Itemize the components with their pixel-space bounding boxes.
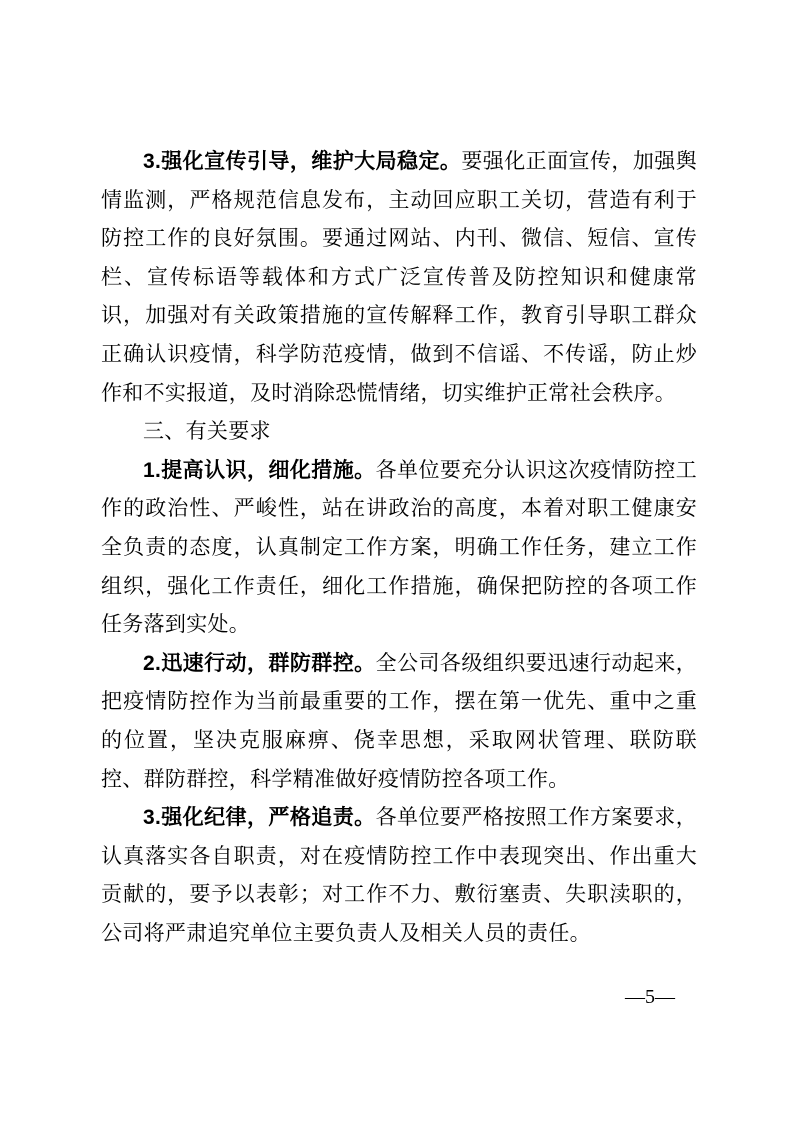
page-number: —5— — [625, 986, 675, 1008]
document-body — [101, 143, 697, 953]
paragraph-lead: 3.强化宣传引导，维护大局稳定。 — [143, 150, 462, 173]
paragraph-lead: 2.迅速行动，群防群控。 — [143, 651, 376, 675]
paragraph-lead: 1.提高认识，细化措施。 — [143, 458, 376, 482]
paragraph-raise-awareness — [101, 452, 697, 645]
section-heading-requirements — [101, 413, 697, 452]
paragraph-text: 全公司各级组织要迅速行动起来，把疫情防控作为当前最重要的工作，摆在第一优先、重中之重的位置，坚决克服麻痹、侥幸思想，采取网状管理、联防联控、群防群控，科学精准做好疫情防控各项工作。 — [101, 651, 697, 791]
paragraph-text: 各单位要严格按照工作方案要求，认真落实各自职责，对在疫情防控工作中表现突出、作出重大贡献的，要予以表彰；对工作不力、敷衍塞责、失职渎职的，公司将严肃追究单位主要负责人及相关人员的责任。 — [101, 806, 697, 945]
paragraph-lead: 3.强化纪律，严格追责。 — [143, 806, 376, 830]
paragraph-text: 各单位要充分认识这次疫情防控工作的政治性、严峻性，站在讲政治的高度，本着对职工健康安全负责的态度，认真制定工作方案，明确工作任务，建立工作组织，强化工作责任，细化工作措施，确保把防控的各项工作任务落到实处。 — [101, 458, 697, 637]
paragraph-text: 三、有关要求 — [143, 420, 271, 444]
paragraph-text: 要强化正面宣传，加强舆情监测，严格规范信息发布，主动回应职工关切，营造有利于防控工作的良好氛围。要通过网站、内刊、微信、短信、宣传栏、宣传标语等载体和方式广泛宣传普及防控知识和健康常识，加强对有关政策措施的宣传解释工作，教育引导职工群众正确认识疫情，科学防范疫情，做到不信谣、不传谣，防止炒作和不实报道，及时消除恐慌情绪，切实维护正常社会秩序。 — [101, 150, 697, 405]
paragraph-discipline-accountability — [101, 799, 697, 953]
paragraph-publicity-guidance — [101, 143, 697, 413]
paragraph-rapid-action — [101, 645, 697, 799]
